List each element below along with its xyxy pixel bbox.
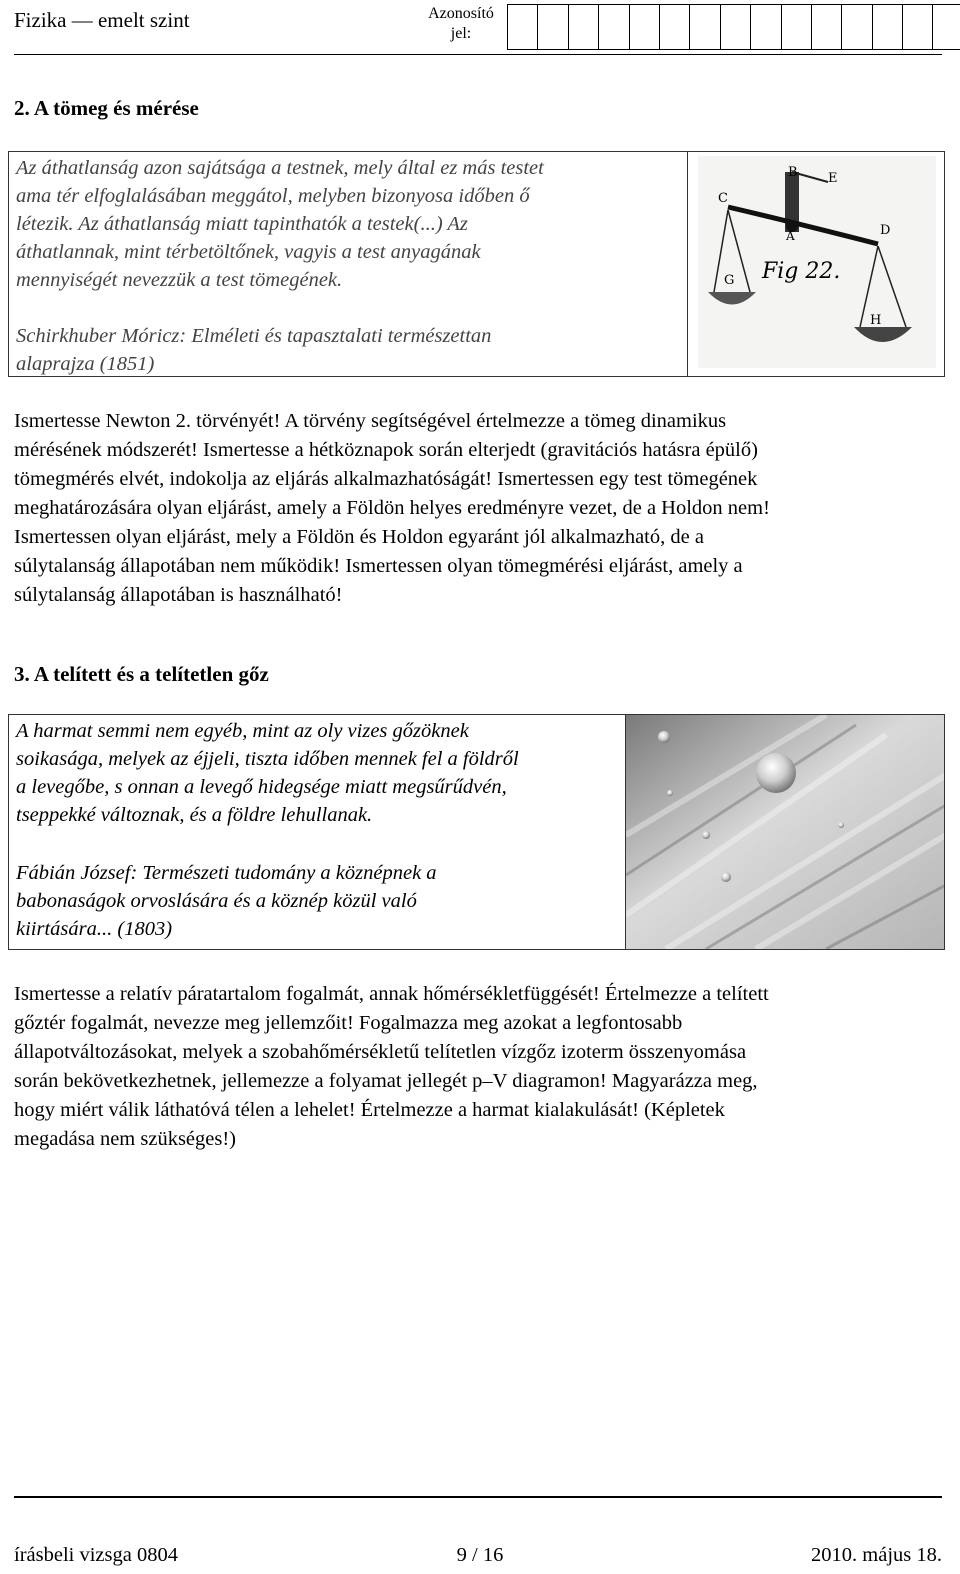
fig-label: A [786,229,795,243]
task-line: mérésének módszerét! Ismertesse a hétköznapok során elterjedt (gravitációs hatásra épülő) [14,439,758,461]
id-box[interactable] [782,4,812,50]
quote-line: mennyiségét nevezzük a test tömegének. [16,269,343,291]
task-line: megadása nem szükséges!) [14,1128,236,1150]
section-3-quote-box [8,714,945,950]
task-line: súlytalanság állapotában is használható! [14,584,343,606]
id-box[interactable] [812,4,842,50]
source-line: Schirkhuber Móricz: Elméleti és tapasztalati természettan [16,325,492,347]
task-line: során bekövetkezhetnek, jellemezze a folyamat jellegét p–V diagramon! Magyarázza meg, [14,1070,758,1092]
id-box[interactable] [569,4,599,50]
quote-line: ama tér elfoglalásában meggátol, melyben bizonyosa időben ő [16,185,530,207]
id-box[interactable] [599,4,629,50]
id-box-grid [507,4,960,50]
id-box[interactable] [690,4,720,50]
task-line: Ismertesse a relatív páratartalom fogalmát, annak hőmérsékletfüggését! Értelmezze a telített [14,983,769,1005]
source-line: kiirtására... (1803) [16,918,173,940]
quote-line: létezik. Az áthatlanság miatt tapinthatók a testek(...) Az [16,213,468,235]
id-box[interactable] [903,4,933,50]
section-3-title: 3. A telített és a telítetlen gőz [14,662,269,686]
source-line: alaprajza (1851) [16,353,155,375]
source-line: babonaságok orvoslására és a köznép közül való [16,890,417,912]
id-box[interactable] [630,4,660,50]
fig-label: C [718,191,728,206]
header-divider [14,54,942,55]
quote-line: soikasága, melyek az éjjeli, tiszta időben mennek fel a földről [16,748,519,770]
fig-caption: Fig 22. [762,259,841,284]
task-line: Ismertessen olyan eljárást, mely a Földön és Holdon egyaránt jól alkalmazható, de a [14,526,704,548]
quote-line: tseppekké változnak, és a földre lehullanak. [16,804,373,826]
balance-scale-figure [687,152,944,376]
id-box[interactable] [538,4,568,50]
id-box[interactable] [873,4,903,50]
section-2-quote [16,154,676,294]
task-line: meghatározására olyan eljárást, amely a Földön helyes eredményre vezet, de a Holdon nem! [14,497,770,519]
id-box[interactable] [508,4,538,50]
fig-label: G [724,273,735,288]
task-line: hogy miért válik láthatóvá télen a lehelet! Értelmezze a harmat kialakulását! (Képletek [14,1099,725,1121]
section-3-task [14,980,944,1154]
balance-scale-illustration [688,152,943,376]
fig-label: H [870,313,882,328]
section-2-source [16,322,676,378]
quote-line: A harmat semmi nem egyéb, mint az oly vizes gőzöknek [16,720,469,742]
id-box[interactable] [751,4,781,50]
dew-drops-illustration [626,715,944,949]
header-title: Fizika — emelt szint [14,8,190,32]
footer-date: 2010. május 18. [811,1544,942,1566]
task-line: állapotváltozásokat, melyek a szobahőmérsékletű telítetlen vízgőz izoterm összenyomása [14,1041,747,1063]
task-line: Ismertesse Newton 2. törvényét! A törvény segítségével értelmezze a tömeg dinamikus [14,410,727,432]
section-2-title: 2. A tömeg és mérése [14,96,199,120]
task-line: súlytalanság állapotában nem működik! Ismertessen olyan tömegmérési eljárást, amely a [14,555,743,577]
footer-exam-code: írásbeli vizsga 0804 [14,1544,178,1566]
fig-label: D [880,223,891,238]
id-box[interactable] [660,4,690,50]
fig-label: B [788,165,798,180]
quote-line: Az áthatlanság azon sajátsága a testnek, mely által ez más testet [16,157,544,179]
id-box[interactable] [721,4,751,50]
section-2-task [14,407,944,610]
fig-label: E [828,171,838,186]
task-line: gőztér fogalmát, nevezze meg jellemzőit! Fogalmazza meg azokat a legfontosabb [14,1012,683,1034]
quote-line: a levegőbe, s onnan a levegő hidegsége miatt megsűrűdvén, [16,776,507,798]
id-label: Azonosító jel: [428,5,494,42]
section-3-quote [16,717,626,829]
section-2-quote-box [8,151,945,377]
source-line: Fábián József: Természeti tudomány a köznépnek a [16,862,437,884]
id-box[interactable] [933,4,960,50]
quote-line: áthatlannak, mint térbetöltőnek, vagyis a test anyagának [16,241,481,263]
footer-divider [14,1496,942,1498]
task-line: tömegmérés elvét, indokolja az eljárás alkalmazhatóságát! Ismertessen egy test tömegének [14,468,758,490]
dew-drops-photo [625,715,944,949]
footer-page-number: 9 / 16 [456,1544,504,1566]
id-box[interactable] [842,4,872,50]
section-3-source [16,859,626,943]
